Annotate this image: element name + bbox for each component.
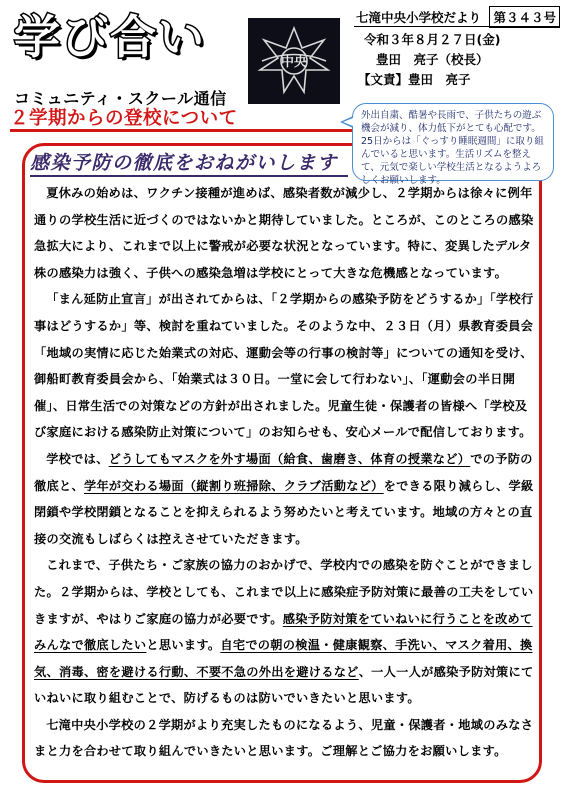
paragraph-3-underline-2: 学年が交わる場面（縦割り班掃除、クラブ活動など）: [83, 478, 384, 493]
paragraph-3: [34, 446, 538, 552]
paragraph-3-text-c: をできる限り減らし、学級閉鎖や学校閉鎖となることを抑えられるよう努めたいと考えています。地域の方々との直接の交流もしばらくは控えさせていただきます。: [34, 478, 534, 546]
bubble-tail-inner: [343, 118, 353, 126]
masthead: [6, 6, 268, 110]
paragraph-1: 夏休みの始めは、ワクチン接種が進めば、感染者数が減少し、２学期からは徐々に例年通りの学校生活に近づくのではないかと期待していました。ところが、このところの感染急拡大により、これまで以上に警戒が必要な状況となっています。特に、変異したデルタ株の感染力は強く、子供への感染急増は学校にとって大きな危機感となっています。: [34, 186, 534, 280]
emblem-text: 中央: [280, 55, 308, 70]
principal-name: 豊田 亮子（校長）: [376, 52, 489, 67]
paragraph-3-text-a: 学校では、: [46, 451, 109, 466]
paragraph-4: [34, 552, 538, 712]
note-bubble-text: 外出自粛、酷暑や長雨で、子供たちの遊ぶ機会が減り、体力低下がとても心配です。25日からは「ぐっすり睡眠週間」に取り組んでいると思います。生活リズムを整えて、元気で楽しい学校生活となるようよろしくお願いします。: [361, 110, 544, 186]
paragraph-4-underline-2: 自宅での朝の検温・健康観察、手洗い、マスク着用、換気、消毒、密を避ける行動、不要不急の外出を避けるなど: [34, 638, 533, 679]
school-newsletter-name: 七滝中央小学校だより: [356, 10, 482, 25]
issue-date: 令和３年８月２７日(金): [364, 32, 501, 47]
school-emblem-icon: [248, 18, 340, 104]
paragraph-3-underline-1: どうしてもマスクを外す場面（給食、歯磨き、体育の授業など）: [108, 451, 471, 466]
paragraph-4-text-b: と思います。: [146, 638, 221, 653]
section-heading-rule: [10, 129, 352, 132]
school-emblem: [248, 18, 340, 104]
newsletter-title: 学び合い: [14, 10, 206, 64]
author-credit: 【文責】豊田 亮子: [358, 72, 471, 87]
issue-number: 第３４３号: [489, 6, 560, 28]
paragraph-2: 「まん延防止宣言」が出されてからは、「２学期からの感染予防をどうするか」「学校行事はどうするか」等、検討を重ねていました。そのような中、２３日（月）県教育委員会「地域の実情に応じた始業式の対応、運動会等の行事の検討等」についての通知を受け、御船町教育委員会から、「始業式は３０日。一堂に会して行わない」、「運動会の半日開催」、日常生活での対策などの方針が出されました。児童生徒・保護者の皆様へ「学校及び家庭における感染防止対策について」のお知らせも、安心メールで配信しております。: [34, 292, 534, 440]
article-heading: 感染予防の徹底をおねがいします: [30, 152, 338, 174]
note-bubble: [352, 103, 554, 186]
paragraph-4-text-c: 、一人一人が感染予防対策にていねいに取り組むことで、防げるものは防いでいきたいと思います。: [34, 664, 534, 706]
issue-info: [354, 4, 560, 94]
paragraph-5: 七滝中央小学校の２学期がより充実したものになるよう、児童・保護者・地域のみなさまと力を合わせて取り組んでいきたいと思います。ご理解とご協力をお願いします。: [34, 717, 534, 759]
paragraph-3-text-b: での予防の徹底と、: [34, 451, 533, 493]
section-heading: ２学期からの登校について: [10, 108, 238, 129]
issue-header-row: [354, 6, 560, 27]
paragraph-4-underline-1: 感染予防対策をていねいに行うことを改めてみんなで徹底したい: [34, 611, 533, 653]
article-body: [34, 180, 538, 765]
paragraph-4-text-a: これまで、子供たち・ご家族の協力のおかげで、学校内での感染を防ぐことができました。２学期からは、学校としても、これまで以上に感染症予防対策に最善の工夫をしていきますが、やはりご家庭の協力が必要です。: [34, 558, 534, 626]
article-heading-rule: [30, 175, 348, 177]
newsletter-subtitle: コミュニティ・スクール通信: [14, 89, 227, 108]
